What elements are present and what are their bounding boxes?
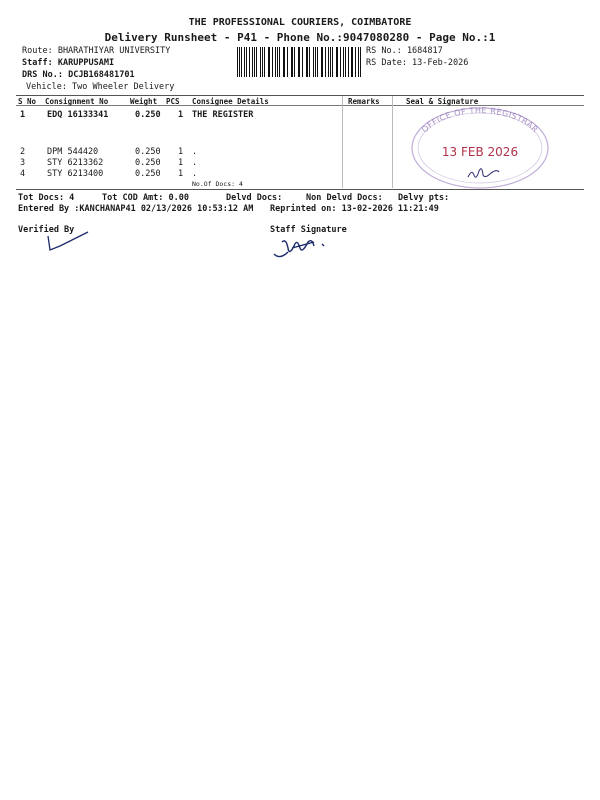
delvy-pts: Delvy pts:	[398, 193, 450, 203]
barcode-bar	[313, 47, 314, 77]
col-header-pcs: PCS	[166, 97, 180, 106]
company-title: THE PROFESSIONAL COURIERS, COIMBATORE	[188, 17, 412, 28]
barcode-bar	[260, 47, 261, 77]
row-consignment: EDQ 16133341	[47, 110, 109, 120]
row-details: .	[192, 169, 198, 179]
col-header-weight: Weight	[130, 97, 158, 106]
vehicle-text: Vehicle: Two Wheeler Delivery	[26, 82, 175, 92]
non-delvd-docs: Non Delvd Docs:	[306, 193, 383, 203]
row-weight: 0.250	[135, 110, 161, 120]
barcode-bar	[298, 47, 299, 77]
barcode-bar	[287, 47, 288, 77]
row-weight: 0.250	[135, 169, 161, 179]
staff-label: Staff:	[22, 58, 53, 68]
barcode-bar	[352, 47, 353, 77]
barcode-bar	[345, 47, 346, 77]
route-text: Route: BHARATHIYAR UNIVERSITY	[22, 46, 171, 56]
barcode-bar	[272, 47, 273, 77]
tot-docs: Tot Docs: 4	[18, 193, 75, 203]
verified-by-label: Verified By	[18, 225, 75, 235]
entered-by: Entered By :KANCHANAP41 02/13/2026 10:53:12 AM	[18, 204, 254, 214]
barcode-bar	[328, 47, 329, 77]
row-consignment: DPM 544420	[47, 147, 99, 157]
barcode-bar	[309, 47, 310, 77]
row-pcs: 1	[178, 158, 184, 168]
row-details: .	[192, 158, 198, 168]
row-sno: 1	[20, 110, 26, 120]
barcode-bar	[343, 47, 344, 77]
col-header-remarks: Remarks	[348, 97, 380, 106]
row-sno: 3	[20, 158, 26, 168]
svg-text:OFFICE OF THE REGISTRAR	[420, 106, 540, 134]
remarks-divider	[342, 96, 343, 188]
staff-name: KARUPPUSAMI	[57, 58, 115, 68]
row-details: .	[192, 147, 198, 157]
table-top-rule	[16, 95, 584, 96]
tot-cod-amount: Tot COD Amt: 0.00	[102, 193, 189, 203]
barcode-bar	[360, 47, 361, 77]
runsheet-subtitle: Delivery Runsheet - P41 - Phone No.:9047080280 - Page No.:1	[104, 31, 496, 44]
office-stamp	[406, 103, 554, 193]
barcode	[237, 47, 363, 77]
drs-number: DCJB168481701	[68, 70, 135, 80]
row-weight: 0.250	[135, 147, 161, 157]
rs-number: RS No.: 1684817	[366, 46, 443, 56]
staff-signature-label: Staff Signature	[270, 225, 347, 235]
row-weight: 0.250	[135, 158, 161, 168]
drs-label: DRS No.:	[22, 70, 63, 80]
stamp-signature-icon	[468, 169, 499, 178]
col-header-sno: S No	[18, 97, 37, 106]
row-sno: 4	[20, 169, 26, 179]
row-consignment: STY 6213400	[47, 169, 104, 179]
seal-divider	[392, 96, 393, 188]
staff-row	[22, 58, 114, 68]
barcode-bar	[256, 47, 257, 77]
barcode-bar	[279, 47, 280, 77]
barcode-bar	[336, 47, 337, 77]
barcode-bar	[264, 47, 265, 77]
staff-signature-icon	[270, 234, 350, 262]
barcode-bar	[237, 47, 238, 77]
barcode-bar	[246, 47, 247, 77]
barcode-bar	[302, 47, 303, 77]
barcode-bar	[244, 47, 245, 77]
row-consignment: STY 6213362	[47, 158, 104, 168]
delvd-docs: Delvd Docs:	[226, 193, 283, 203]
stamp-date: 13 FEB 2026	[441, 145, 519, 159]
reprinted-on: Reprinted on: 13-02-2026 11:21:49	[270, 204, 439, 214]
rs-date: RS Date: 13-Feb-2026	[366, 58, 469, 68]
row-sno: 2	[20, 147, 26, 157]
row-pcs: 1	[178, 147, 184, 157]
verified-signature-icon	[40, 228, 100, 256]
stamp-office-text: OFFICE OF THE REGISTRAR	[420, 105, 540, 135]
col-header-consignment: Consignment No	[45, 97, 109, 106]
drs-row	[22, 70, 135, 80]
row-pcs: 1	[178, 169, 184, 179]
barcode-bar	[284, 47, 285, 77]
barcode-bar	[322, 47, 323, 77]
no-of-docs: No.Of Docs: 4	[192, 180, 243, 188]
row-details: THE REGISTER	[192, 110, 254, 120]
row-pcs: 1	[178, 110, 184, 120]
col-header-seal: Seal & Signature	[406, 97, 479, 106]
col-header-consignee: Consignee Details	[192, 97, 269, 106]
